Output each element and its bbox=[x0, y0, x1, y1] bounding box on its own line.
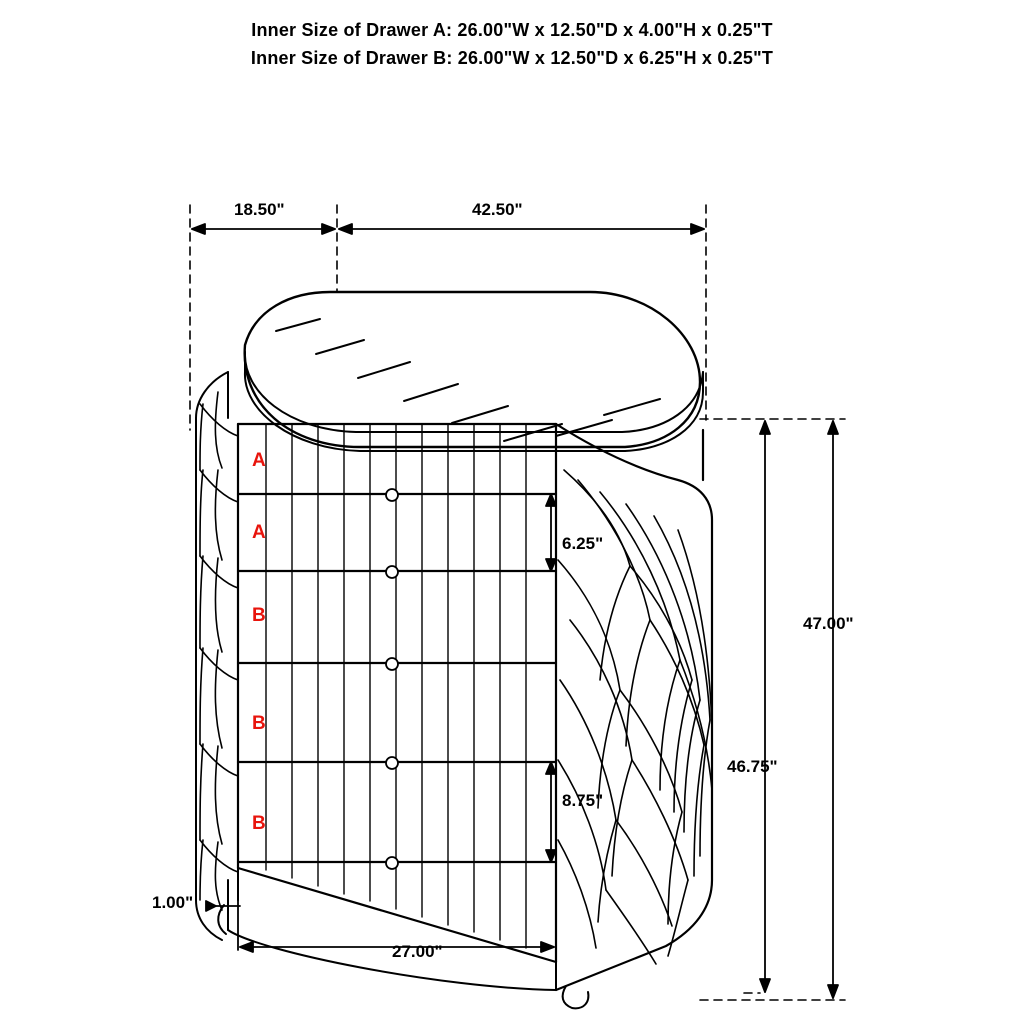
top-dimension-arrow-line-left bbox=[192, 224, 335, 234]
header-line-drawer-a: Inner Size of Drawer A: 26.00"W x 12.50"D x 4.00"H x 0.25"T bbox=[251, 20, 773, 40]
dim-label-cabinet-height: 46.75" bbox=[727, 757, 778, 776]
total-height-dimension bbox=[828, 421, 838, 998]
dim-label-top-right: 42.50" bbox=[472, 200, 523, 219]
top-dimension-arrow-line-right bbox=[339, 224, 704, 234]
cabinet-front-base bbox=[228, 868, 556, 990]
drawer-label: A bbox=[252, 450, 266, 471]
dim-label-front-width: 27.00" bbox=[392, 942, 443, 961]
dim-label-top-left: 18.50" bbox=[234, 200, 285, 219]
dim-label-drawer-b-height: 8.75" bbox=[562, 791, 604, 810]
drawer-divider-lines bbox=[238, 494, 556, 862]
drawer-front-slats bbox=[266, 424, 526, 948]
cabinet-right-side bbox=[556, 424, 712, 990]
drawer-label: A bbox=[252, 522, 266, 543]
cabinet-front-face bbox=[238, 424, 556, 962]
dim-label-foot-height: 1.00" bbox=[152, 893, 194, 912]
drawer-label: B bbox=[252, 713, 266, 734]
drawer-a-height-dimension bbox=[546, 494, 556, 571]
drawer-b-height-dimension bbox=[546, 762, 556, 862]
header-line-drawer-b: Inner Size of Drawer B: 26.00"W x 12.50"D x 6.25"H x 0.25"T bbox=[250, 48, 774, 68]
right-dimension-extension-lines bbox=[700, 419, 845, 1000]
left-side-tufting bbox=[200, 392, 238, 910]
drawer-label: B bbox=[252, 605, 266, 626]
cabinet-height-dimension bbox=[760, 421, 770, 992]
dim-label-total-height: 47.00" bbox=[803, 614, 854, 633]
dim-label-drawer-a-height: 6.25" bbox=[562, 534, 604, 553]
drawer-label: B bbox=[252, 813, 266, 834]
